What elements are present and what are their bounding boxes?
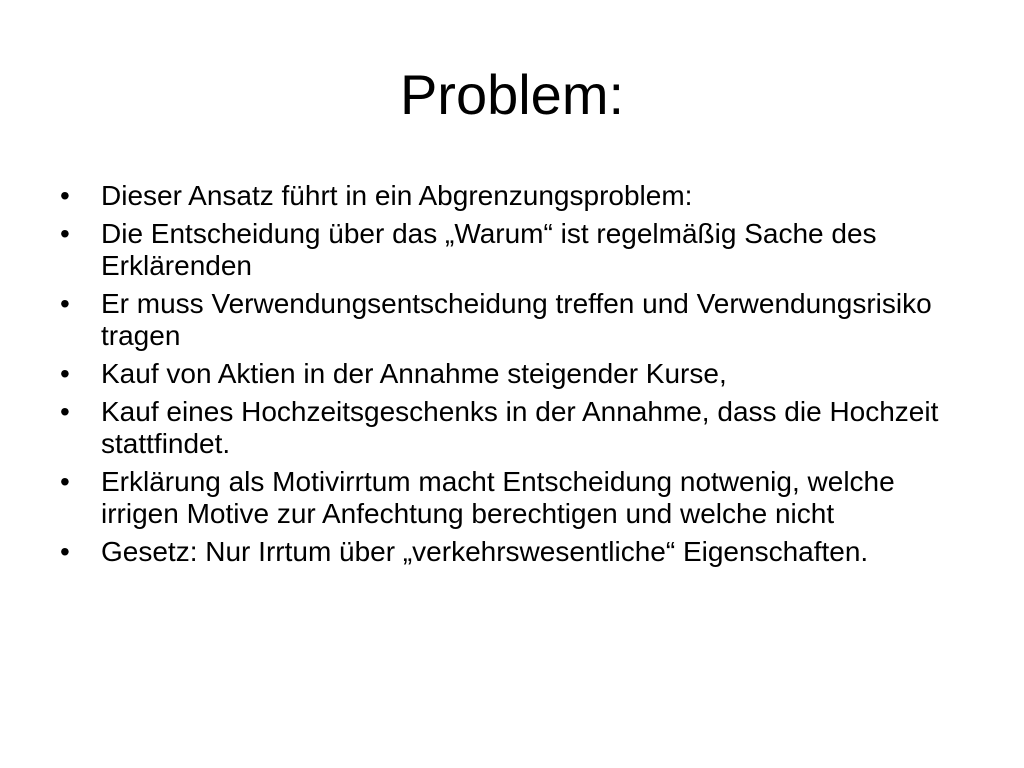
bullet-item	[60, 218, 980, 282]
bullet-item	[60, 396, 980, 460]
bullet-text: Die Entscheidung über das „Warum“ ist regelmäßig Sache des Erklärenden	[101, 218, 877, 281]
bullet-item	[60, 180, 980, 212]
bullet-marker-icon: •	[60, 396, 70, 427]
bullet-text: Erklärung als Motivirrtum macht Entscheidung notwenig, welche irrigen Motive zur Anfechtung berechtigen und welche nicht	[101, 466, 895, 529]
bullet-text: Dieser Ansatz führt in ein Abgrenzungsproblem:	[101, 180, 693, 211]
bullet-item	[60, 466, 980, 530]
bullet-list	[60, 180, 980, 574]
bullet-item	[60, 288, 980, 352]
bullet-text: Kauf eines Hochzeitsgeschenks in der Annahme, dass die Hochzeit stattfindet.	[101, 396, 939, 459]
bullet-text: Kauf von Aktien in der Annahme steigender Kurse,	[101, 358, 727, 389]
bullet-marker-icon: •	[60, 536, 70, 567]
bullet-text: Gesetz: Nur Irrtum über „verkehrswesentliche“ Eigenschaften.	[101, 536, 869, 567]
bullet-marker-icon: •	[60, 218, 70, 249]
bullet-marker-icon: •	[60, 466, 70, 497]
slide-title: Problem:	[399, 63, 625, 126]
bullet-marker-icon: •	[60, 288, 70, 319]
bullet-marker-icon: •	[60, 358, 70, 389]
bullet-item	[60, 358, 980, 390]
bullet-marker-icon: •	[60, 180, 70, 211]
bullet-item	[60, 536, 980, 568]
bullet-text: Er muss Verwendungsentscheidung treffen und Verwendungsrisiko tragen	[101, 288, 932, 351]
